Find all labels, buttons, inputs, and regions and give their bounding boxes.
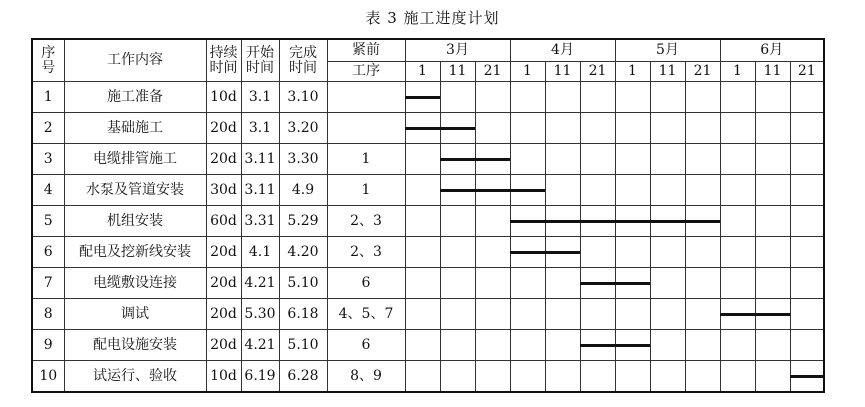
- header-seq: 序 号: [32, 39, 64, 82]
- task-start: 3.31: [241, 206, 279, 237]
- timeline-cell: [475, 175, 510, 206]
- task-name: 配电设施安装: [64, 330, 206, 361]
- timeline-cell: [755, 237, 790, 268]
- timeline-cell: [755, 206, 790, 237]
- timeline-cell: [790, 113, 824, 144]
- timeline-cell: [405, 113, 440, 144]
- task-name: 水泵及管道安装: [64, 175, 206, 206]
- timeline-cell: [545, 206, 580, 237]
- timeline-cell: [755, 299, 790, 330]
- timeline-cell: [580, 299, 615, 330]
- timeline-cell: [510, 299, 545, 330]
- timeline-cell: [510, 268, 545, 299]
- task-start: 5.30: [241, 299, 279, 330]
- header-day: 1: [720, 62, 755, 82]
- task-predecessor: 2、3: [327, 206, 405, 237]
- timeline-cell: [440, 206, 475, 237]
- task-predecessor: 1: [327, 175, 405, 206]
- task-predecessor: [327, 82, 405, 113]
- timeline-cell: [790, 206, 824, 237]
- task-predecessor: 2、3: [327, 237, 405, 268]
- timeline-cell: [545, 330, 580, 361]
- task-predecessor: 8、9: [327, 361, 405, 393]
- task-finish: 3.20: [279, 113, 327, 144]
- task-seq: 6: [32, 237, 64, 268]
- task-name: 电缆敷设连接: [64, 268, 206, 299]
- task-finish: 3.30: [279, 144, 327, 175]
- timeline-cell: [755, 175, 790, 206]
- timeline-cell: [790, 82, 824, 113]
- task-table-body: [32, 82, 824, 393]
- task-start: 4.21: [241, 268, 279, 299]
- task-duration: 60d: [206, 206, 241, 237]
- timeline-cell: [440, 299, 475, 330]
- timeline-cell: [580, 206, 615, 237]
- header-day: 21: [685, 62, 720, 82]
- timeline-cell: [790, 175, 824, 206]
- timeline-cell: [580, 144, 615, 175]
- timeline-cell: [755, 144, 790, 175]
- gantt-bar: [790, 375, 825, 378]
- timeline-cell: [615, 175, 650, 206]
- timeline-cell: [755, 330, 790, 361]
- header-month-june: 6月: [720, 39, 824, 62]
- table-row: [32, 206, 824, 237]
- timeline-cell: [650, 175, 685, 206]
- table-row: [32, 144, 824, 175]
- task-name: 配电及挖新线安装: [64, 237, 206, 268]
- timeline-cell: [580, 175, 615, 206]
- timeline-cell: [615, 144, 650, 175]
- task-start: 4.21: [241, 330, 279, 361]
- timeline-cell: [545, 361, 580, 393]
- timeline-cell: [650, 237, 685, 268]
- task-finish: 6.18: [279, 299, 327, 330]
- timeline-cell: [475, 206, 510, 237]
- timeline-cell: [650, 113, 685, 144]
- header-day: 11: [755, 62, 790, 82]
- table-row: [32, 237, 824, 268]
- task-finish: 3.10: [279, 82, 327, 113]
- construction-schedule-table: [31, 38, 825, 393]
- task-seq: 3: [32, 144, 64, 175]
- timeline-cell: [440, 82, 475, 113]
- task-predecessor: [327, 113, 405, 144]
- timeline-cell: [405, 206, 440, 237]
- task-name: 基础施工: [64, 113, 206, 144]
- task-start: 3.11: [241, 175, 279, 206]
- task-finish: 4.9: [279, 175, 327, 206]
- timeline-cell: [720, 113, 755, 144]
- task-start: 4.1: [241, 237, 279, 268]
- task-predecessor: 6: [327, 268, 405, 299]
- timeline-cell: [405, 299, 440, 330]
- timeline-cell: [405, 237, 440, 268]
- timeline-cell: [475, 237, 510, 268]
- timeline-cell: [755, 82, 790, 113]
- timeline-cell: [615, 82, 650, 113]
- timeline-cell: [720, 82, 755, 113]
- header-content: 工作内容: [64, 39, 206, 82]
- timeline-cell: [650, 361, 685, 393]
- timeline-cell: [510, 175, 545, 206]
- task-duration: 20d: [206, 299, 241, 330]
- timeline-cell: [475, 144, 510, 175]
- timeline-cell: [545, 299, 580, 330]
- timeline-cell: [475, 82, 510, 113]
- timeline-cell: [685, 175, 720, 206]
- timeline-cell: [685, 206, 720, 237]
- timeline-cell: [650, 82, 685, 113]
- timeline-cell: [510, 144, 545, 175]
- timeline-cell: [790, 237, 824, 268]
- timeline-cell: [405, 268, 440, 299]
- table-row: [32, 175, 824, 206]
- timeline-cell: [755, 113, 790, 144]
- timeline-cell: [510, 206, 545, 237]
- timeline-cell: [615, 268, 650, 299]
- timeline-cell: [790, 268, 824, 299]
- timeline-cell: [685, 113, 720, 144]
- timeline-cell: [545, 175, 580, 206]
- task-predecessor: 4、5、7: [327, 299, 405, 330]
- timeline-cell: [650, 206, 685, 237]
- task-seq: 9: [32, 330, 64, 361]
- header-duration: 持续 时间: [206, 39, 241, 82]
- timeline-cell: [475, 113, 510, 144]
- task-duration: 20d: [206, 268, 241, 299]
- header-day: 21: [475, 62, 510, 82]
- table-title: 表 3 施工进度计划: [365, 9, 500, 27]
- timeline-cell: [615, 206, 650, 237]
- timeline-cell: [510, 113, 545, 144]
- timeline-cell: [650, 268, 685, 299]
- timeline-cell: [440, 361, 475, 393]
- task-name: 施工准备: [64, 82, 206, 113]
- timeline-cell: [650, 299, 685, 330]
- timeline-cell: [510, 237, 545, 268]
- task-duration: 20d: [206, 113, 241, 144]
- task-start: 3.1: [241, 113, 279, 144]
- timeline-cell: [615, 113, 650, 144]
- timeline-cell: [685, 144, 720, 175]
- timeline-cell: [615, 361, 650, 393]
- timeline-cell: [580, 113, 615, 144]
- task-name: 电缆排管施工: [64, 144, 206, 175]
- table-row: [32, 361, 824, 393]
- timeline-cell: [510, 82, 545, 113]
- task-duration: 10d: [206, 82, 241, 113]
- task-seq: 10: [32, 361, 64, 393]
- header-month-march: 3月: [405, 39, 510, 62]
- timeline-cell: [475, 299, 510, 330]
- timeline-cell: [790, 361, 824, 393]
- gantt-bar: [405, 96, 440, 99]
- timeline-cell: [440, 237, 475, 268]
- table-row: [32, 330, 824, 361]
- task-duration: 20d: [206, 144, 241, 175]
- timeline-cell: [580, 237, 615, 268]
- task-start: 3.11: [241, 144, 279, 175]
- timeline-cell: [405, 361, 440, 393]
- timeline-cell: [545, 82, 580, 113]
- header-pred-bottom: 工序: [327, 62, 405, 82]
- timeline-cell: [475, 330, 510, 361]
- timeline-cell: [615, 237, 650, 268]
- task-seq: 4: [32, 175, 64, 206]
- header-month-may: 5月: [615, 39, 720, 62]
- timeline-cell: [440, 175, 475, 206]
- task-start: 6.19: [241, 361, 279, 393]
- task-seq: 1: [32, 82, 64, 113]
- timeline-cell: [405, 330, 440, 361]
- task-predecessor: 1: [327, 144, 405, 175]
- header-pred-top: 紧前: [327, 39, 405, 62]
- table-row: [32, 268, 824, 299]
- timeline-cell: [405, 175, 440, 206]
- task-finish: 5.10: [279, 268, 327, 299]
- header-start: 开始 时间: [241, 39, 279, 82]
- timeline-cell: [580, 330, 615, 361]
- timeline-cell: [685, 299, 720, 330]
- timeline-cell: [720, 268, 755, 299]
- header-day: 11: [440, 62, 475, 82]
- timeline-cell: [510, 330, 545, 361]
- task-duration: 20d: [206, 330, 241, 361]
- header-day: 1: [615, 62, 650, 82]
- timeline-cell: [790, 330, 824, 361]
- timeline-cell: [720, 175, 755, 206]
- table-row: [32, 82, 824, 113]
- header-day: 1: [405, 62, 440, 82]
- timeline-cell: [615, 330, 650, 361]
- task-finish: 4.20: [279, 237, 327, 268]
- task-name: 调试: [64, 299, 206, 330]
- header-finish: 完成 时间: [279, 39, 327, 82]
- header-day: 21: [580, 62, 615, 82]
- timeline-cell: [580, 361, 615, 393]
- timeline-cell: [580, 82, 615, 113]
- header-day: 21: [790, 62, 824, 82]
- header-day: 1: [510, 62, 545, 82]
- task-seq: 5: [32, 206, 64, 237]
- timeline-cell: [405, 82, 440, 113]
- timeline-cell: [650, 144, 685, 175]
- timeline-cell: [685, 82, 720, 113]
- timeline-cell: [440, 268, 475, 299]
- timeline-cell: [685, 268, 720, 299]
- timeline-cell: [790, 144, 824, 175]
- timeline-cell: [440, 144, 475, 175]
- task-name: 机组安装: [64, 206, 206, 237]
- timeline-cell: [475, 361, 510, 393]
- timeline-cell: [755, 361, 790, 393]
- timeline-cell: [545, 237, 580, 268]
- table-row: [32, 113, 824, 144]
- timeline-cell: [685, 330, 720, 361]
- task-finish: 5.10: [279, 330, 327, 361]
- timeline-cell: [685, 237, 720, 268]
- timeline-cell: [685, 361, 720, 393]
- header-day: 11: [650, 62, 685, 82]
- header-day: 11: [545, 62, 580, 82]
- timeline-cell: [650, 330, 685, 361]
- timeline-cell: [545, 113, 580, 144]
- task-predecessor: 6: [327, 330, 405, 361]
- timeline-cell: [405, 144, 440, 175]
- timeline-cell: [720, 144, 755, 175]
- header-row-top: [32, 39, 824, 62]
- timeline-cell: [720, 206, 755, 237]
- timeline-cell: [615, 299, 650, 330]
- timeline-cell: [580, 268, 615, 299]
- header-month-april: 4月: [510, 39, 615, 62]
- timeline-cell: [755, 268, 790, 299]
- timeline-cell: [720, 361, 755, 393]
- task-seq: 2: [32, 113, 64, 144]
- task-duration: 10d: [206, 361, 241, 393]
- task-seq: 7: [32, 268, 64, 299]
- timeline-cell: [790, 299, 824, 330]
- timeline-cell: [440, 330, 475, 361]
- task-finish: 6.28: [279, 361, 327, 393]
- table-row: [32, 299, 824, 330]
- timeline-cell: [440, 113, 475, 144]
- timeline-cell: [720, 330, 755, 361]
- task-finish: 5.29: [279, 206, 327, 237]
- task-seq: 8: [32, 299, 64, 330]
- task-duration: 30d: [206, 175, 241, 206]
- task-name: 试运行、验收: [64, 361, 206, 393]
- timeline-cell: [510, 361, 545, 393]
- timeline-cell: [475, 268, 510, 299]
- task-duration: 20d: [206, 237, 241, 268]
- timeline-cell: [545, 144, 580, 175]
- timeline-cell: [545, 268, 580, 299]
- task-start: 3.1: [241, 82, 279, 113]
- timeline-cell: [720, 299, 755, 330]
- timeline-cell: [720, 237, 755, 268]
